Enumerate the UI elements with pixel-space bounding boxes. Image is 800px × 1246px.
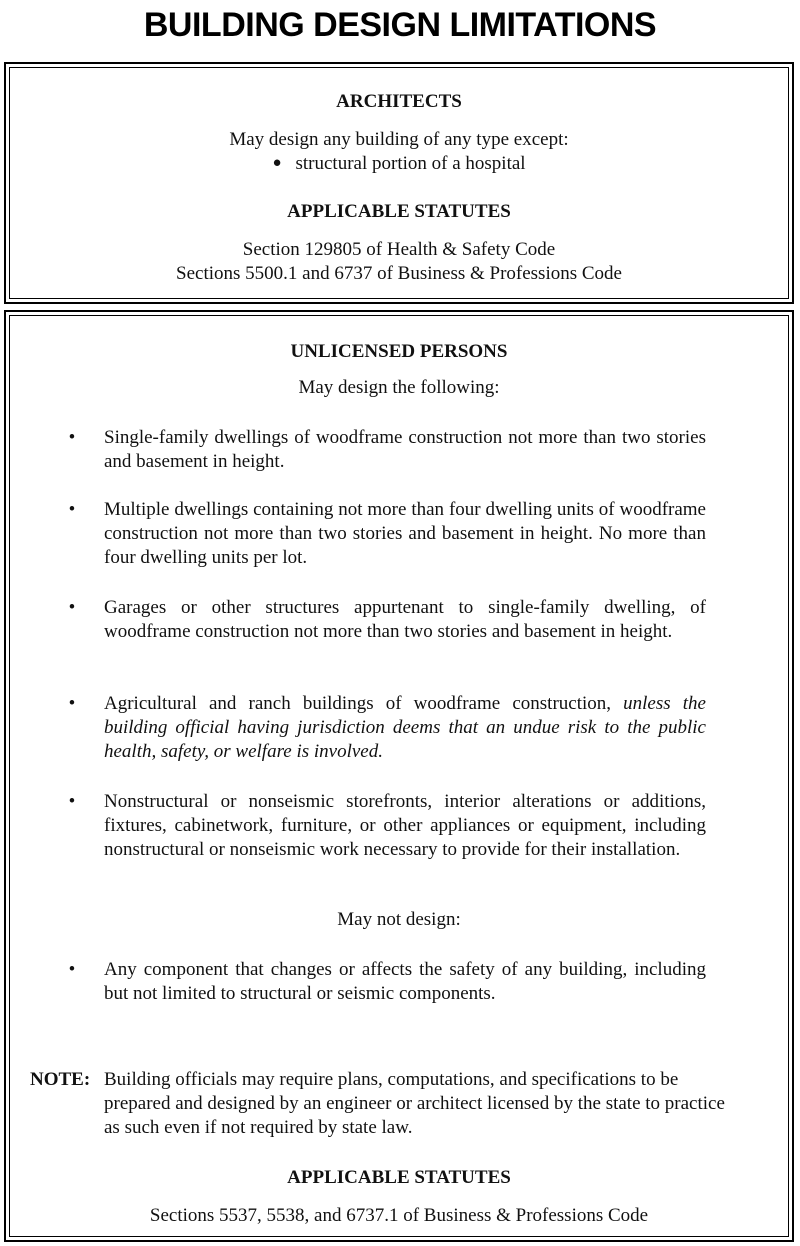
bullet-icon: •: [68, 597, 76, 618]
note-label: NOTE:: [30, 1069, 91, 1090]
bullet-icon: ●: [272, 155, 282, 171]
list-item: Multiple dwellings containing not more than four dwelling units of woodframe construction not more than two stories and basement in height. No more than four dwelling units per lot.: [104, 499, 706, 568]
list-item: Nonstructural or nonseismic storefronts, interior alterations or additions, fixtures, cabinetwork, furniture, or other appliances or equipment, including nonstructural or nonseismic work necessary to provide for their installation.: [104, 791, 706, 860]
architects-box: [4, 62, 794, 304]
may-not-design-intro: May not design:: [337, 909, 461, 930]
bullet-icon: •: [68, 499, 76, 520]
bullet-icon: •: [68, 791, 76, 812]
list-item: Agricultural and ranch buildings of woodframe construction, unless the building official having jurisdiction deems that an undue risk to the public health, safety, or welfare is involved.: [104, 693, 706, 762]
unlicensed-box: [4, 310, 794, 1242]
note-text: Building officials may require plans, computations, and specifications to be prepared and designed by an engineer or architect licensed by the state to practice as such even if not required by state law.: [104, 1069, 725, 1138]
bullet-icon: •: [68, 959, 76, 980]
architects-exception: structural portion of a hospital: [295, 153, 526, 174]
architects-exception-line: [6, 152, 792, 177]
bullet-icon: •: [68, 693, 76, 714]
list-item: Garages or other structures appurtenant to single-family dwelling, of woodframe construction not more than two stories and basement in height.: [104, 597, 706, 642]
unlicensed-heading: UNLICENSED PERSONS: [290, 341, 508, 362]
architects-heading: ARCHITECTS: [336, 91, 462, 112]
unlicensed-statutes-heading: APPLICABLE STATUTES: [287, 1167, 511, 1188]
list-item: Any component that changes or affects the safety of any building, including but not limited to structural or seismic components.: [104, 959, 706, 1004]
page-title: BUILDING DESIGN LIMITATIONS: [143, 6, 657, 44]
architects-statutes-heading: APPLICABLE STATUTES: [287, 201, 511, 222]
unlicensed-statute-1: Sections 5537, 5538, and 6737.1 of Business & Professions Code: [149, 1205, 649, 1226]
architects-intro: May design any building of any type except:: [229, 129, 569, 150]
architects-statute-1: Section 129805 of Health & Safety Code: [242, 239, 556, 260]
architects-statute-2: Sections 5500.1 and 6737 of Business & Professions Code: [176, 263, 622, 284]
may-design-intro: May design the following:: [298, 377, 500, 398]
list-item: Single-family dwellings of woodframe construction not more than two stories and basement in height.: [104, 427, 706, 472]
bullet-icon: •: [68, 427, 76, 448]
